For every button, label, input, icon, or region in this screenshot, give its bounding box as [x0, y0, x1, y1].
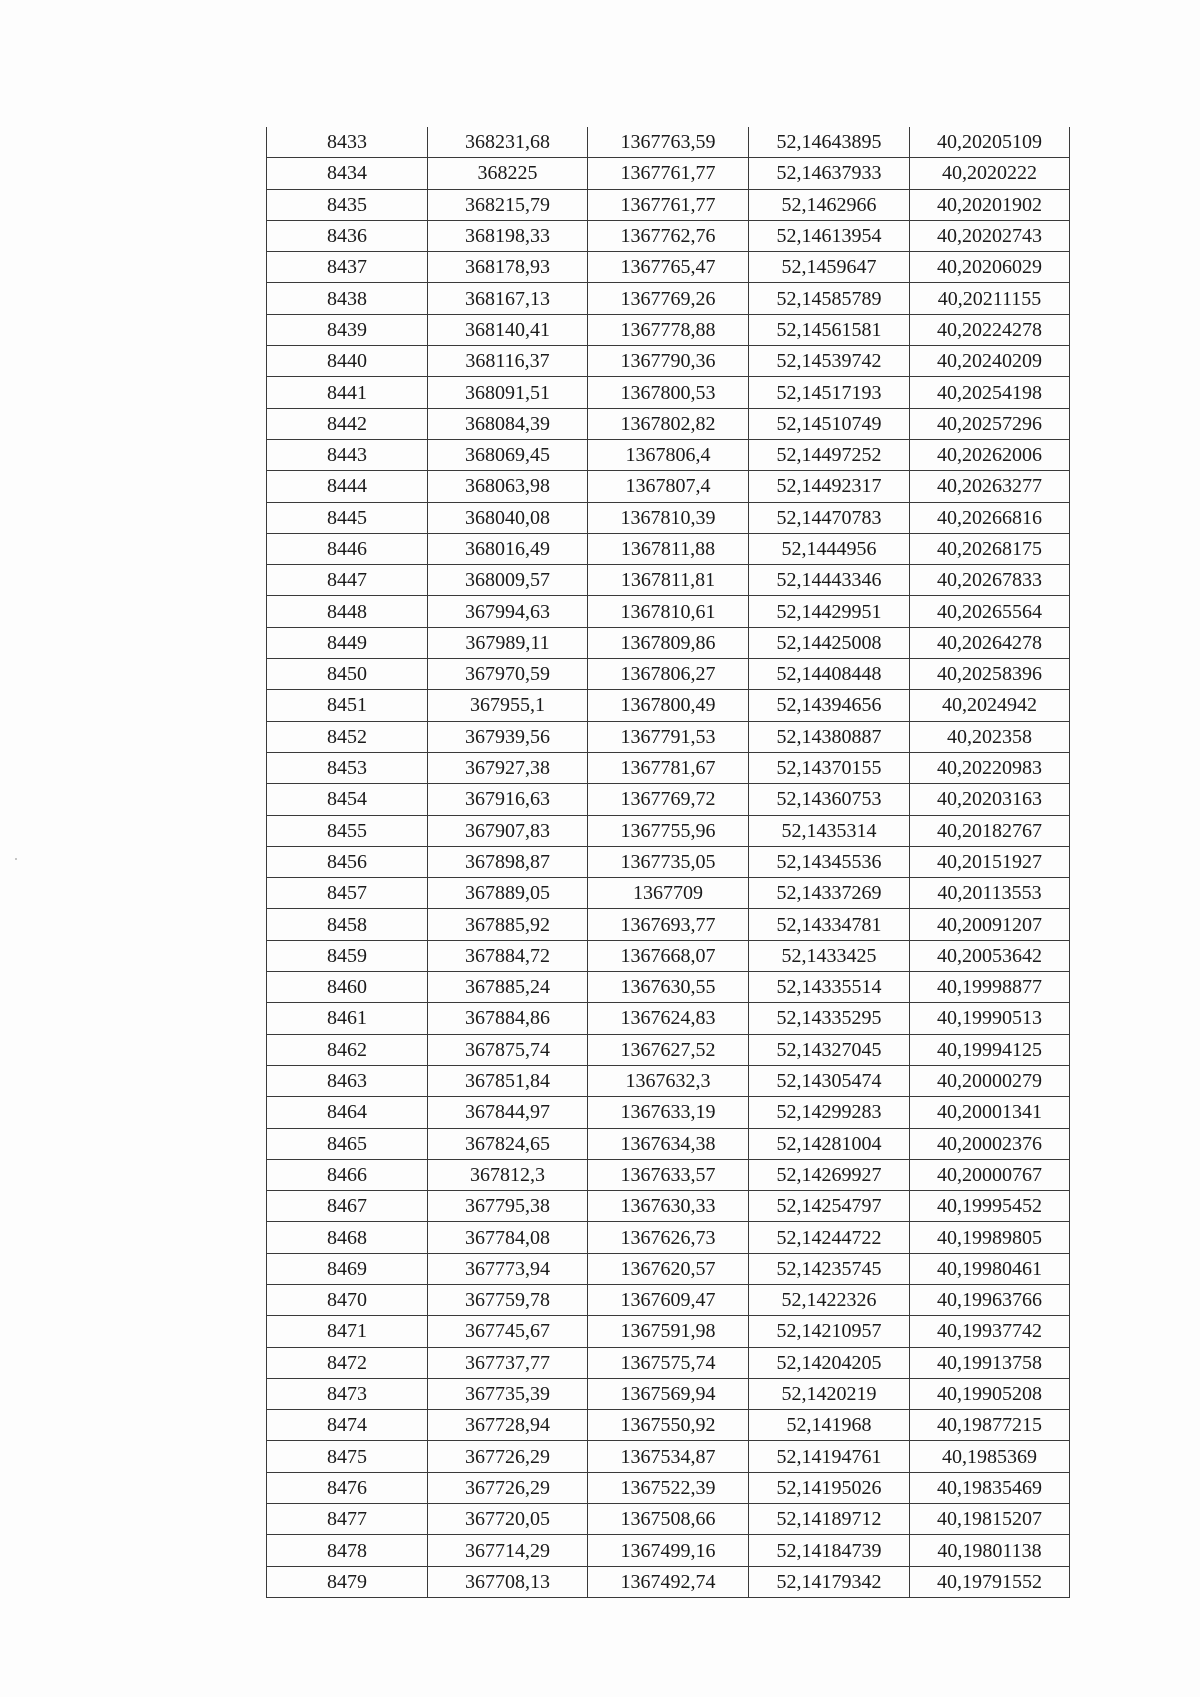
point-number-cell: 8456	[267, 846, 428, 877]
x-coordinate-cell: 368063,98	[428, 471, 588, 502]
point-number-cell: 8435	[267, 189, 428, 220]
table-row	[267, 627, 1070, 658]
x-coordinate-cell: 368225	[428, 158, 588, 189]
x-coordinate-cell: 367889,05	[428, 878, 588, 909]
point-number-cell: 8436	[267, 220, 428, 251]
y-coordinate-cell: 1367634,38	[588, 1128, 749, 1159]
x-coordinate-cell: 367728,94	[428, 1410, 588, 1441]
longitude-cell: 40,20258396	[910, 659, 1070, 690]
x-coordinate-cell: 368084,39	[428, 408, 588, 439]
y-coordinate-cell: 1367609,47	[588, 1284, 749, 1315]
latitude-cell: 52,14235745	[749, 1253, 910, 1284]
longitude-cell: 40,19990513	[910, 1003, 1070, 1034]
table-row	[267, 1128, 1070, 1159]
latitude-cell: 52,14425008	[749, 627, 910, 658]
latitude-cell: 52,1462966	[749, 189, 910, 220]
y-coordinate-cell: 1367534,87	[588, 1441, 749, 1472]
point-number-cell: 8449	[267, 627, 428, 658]
y-coordinate-cell: 1367591,98	[588, 1316, 749, 1347]
table-row	[267, 408, 1070, 439]
y-coordinate-cell: 1367802,82	[588, 408, 749, 439]
y-coordinate-cell: 1367765,47	[588, 252, 749, 283]
longitude-cell: 40,20257296	[910, 408, 1070, 439]
latitude-cell: 52,141968	[749, 1410, 910, 1441]
table-row	[267, 1316, 1070, 1347]
point-number-cell: 8440	[267, 346, 428, 377]
y-coordinate-cell: 1367761,77	[588, 158, 749, 189]
table-row	[267, 1410, 1070, 1441]
x-coordinate-cell: 367955,1	[428, 690, 588, 721]
longitude-cell: 40,1985369	[910, 1441, 1070, 1472]
point-number-cell: 8447	[267, 565, 428, 596]
latitude-cell: 52,14394656	[749, 690, 910, 721]
latitude-cell: 52,14539742	[749, 346, 910, 377]
x-coordinate-cell: 367735,39	[428, 1378, 588, 1409]
table-row	[267, 346, 1070, 377]
point-number-cell: 8457	[267, 878, 428, 909]
x-coordinate-cell: 367726,29	[428, 1441, 588, 1472]
coordinates-table-body	[267, 127, 1070, 1597]
x-coordinate-cell: 368167,13	[428, 283, 588, 314]
table-row	[267, 283, 1070, 314]
longitude-cell: 40,19998877	[910, 972, 1070, 1003]
y-coordinate-cell: 1367626,73	[588, 1222, 749, 1253]
table-row	[267, 158, 1070, 189]
table-row	[267, 1003, 1070, 1034]
x-coordinate-cell: 367898,87	[428, 846, 588, 877]
x-coordinate-cell: 367714,29	[428, 1535, 588, 1566]
table-row	[267, 940, 1070, 971]
x-coordinate-cell: 367939,56	[428, 721, 588, 752]
latitude-cell: 52,14195026	[749, 1472, 910, 1503]
y-coordinate-cell: 1367810,39	[588, 502, 749, 533]
point-number-cell: 8474	[267, 1410, 428, 1441]
y-coordinate-cell: 1367709	[588, 878, 749, 909]
latitude-cell: 52,14337269	[749, 878, 910, 909]
point-number-cell: 8445	[267, 502, 428, 533]
longitude-cell: 40,20000279	[910, 1065, 1070, 1096]
point-number-cell: 8476	[267, 1472, 428, 1503]
latitude-cell: 52,14281004	[749, 1128, 910, 1159]
longitude-cell: 40,20053642	[910, 940, 1070, 971]
latitude-cell: 52,1459647	[749, 252, 910, 283]
y-coordinate-cell: 1367811,88	[588, 533, 749, 564]
longitude-cell: 40,20264278	[910, 627, 1070, 658]
latitude-cell: 52,14269927	[749, 1159, 910, 1190]
longitude-cell: 40,20240209	[910, 346, 1070, 377]
point-number-cell: 8462	[267, 1034, 428, 1065]
x-coordinate-cell: 367795,38	[428, 1191, 588, 1222]
longitude-cell: 40,20263277	[910, 471, 1070, 502]
longitude-cell: 40,19791552	[910, 1566, 1070, 1597]
latitude-cell: 52,1420219	[749, 1378, 910, 1409]
longitude-cell: 40,20000767	[910, 1159, 1070, 1190]
point-number-cell: 8451	[267, 690, 428, 721]
table-row	[267, 878, 1070, 909]
longitude-cell: 40,19801138	[910, 1535, 1070, 1566]
table-row	[267, 784, 1070, 815]
x-coordinate-cell: 367844,97	[428, 1097, 588, 1128]
longitude-cell: 40,19835469	[910, 1472, 1070, 1503]
latitude-cell: 52,14335514	[749, 972, 910, 1003]
x-coordinate-cell: 367989,11	[428, 627, 588, 658]
longitude-cell: 40,20002376	[910, 1128, 1070, 1159]
table-row	[267, 565, 1070, 596]
latitude-cell: 52,14360753	[749, 784, 910, 815]
y-coordinate-cell: 1367735,05	[588, 846, 749, 877]
y-coordinate-cell: 1367633,19	[588, 1097, 749, 1128]
table-row	[267, 1253, 1070, 1284]
x-coordinate-cell: 367812,3	[428, 1159, 588, 1190]
y-coordinate-cell: 1367806,27	[588, 659, 749, 690]
x-coordinate-cell: 367907,83	[428, 815, 588, 846]
table-row	[267, 972, 1070, 1003]
y-coordinate-cell: 1367763,59	[588, 127, 749, 158]
y-coordinate-cell: 1367791,53	[588, 721, 749, 752]
latitude-cell: 52,14194761	[749, 1441, 910, 1472]
x-coordinate-cell: 367737,77	[428, 1347, 588, 1378]
x-coordinate-cell: 367720,05	[428, 1504, 588, 1535]
x-coordinate-cell: 367708,13	[428, 1566, 588, 1597]
x-coordinate-cell: 367884,72	[428, 940, 588, 971]
y-coordinate-cell: 1367627,52	[588, 1034, 749, 1065]
y-coordinate-cell: 1367633,57	[588, 1159, 749, 1190]
point-number-cell: 8477	[267, 1504, 428, 1535]
x-coordinate-cell: 367745,67	[428, 1316, 588, 1347]
table-row	[267, 1472, 1070, 1503]
table-row	[267, 377, 1070, 408]
longitude-cell: 40,20113553	[910, 878, 1070, 909]
point-number-cell: 8453	[267, 752, 428, 783]
latitude-cell: 52,14380887	[749, 721, 910, 752]
table-row	[267, 1535, 1070, 1566]
longitude-cell: 40,20205109	[910, 127, 1070, 158]
x-coordinate-cell: 368215,79	[428, 189, 588, 220]
latitude-cell: 52,1435314	[749, 815, 910, 846]
point-number-cell: 8443	[267, 439, 428, 470]
latitude-cell: 52,1422326	[749, 1284, 910, 1315]
x-coordinate-cell: 368231,68	[428, 127, 588, 158]
longitude-cell: 40,19815207	[910, 1504, 1070, 1535]
y-coordinate-cell: 1367522,39	[588, 1472, 749, 1503]
longitude-cell: 40,19994125	[910, 1034, 1070, 1065]
y-coordinate-cell: 1367781,67	[588, 752, 749, 783]
point-number-cell: 8475	[267, 1441, 428, 1472]
longitude-cell: 40,20224278	[910, 314, 1070, 345]
x-coordinate-cell: 368009,57	[428, 565, 588, 596]
longitude-cell: 40,20151927	[910, 846, 1070, 877]
table-row	[267, 189, 1070, 220]
longitude-cell: 40,20206029	[910, 252, 1070, 283]
x-coordinate-cell: 367851,84	[428, 1065, 588, 1096]
x-coordinate-cell: 367994,63	[428, 596, 588, 627]
point-number-cell: 8434	[267, 158, 428, 189]
x-coordinate-cell: 368198,33	[428, 220, 588, 251]
point-number-cell: 8465	[267, 1128, 428, 1159]
table-row	[267, 815, 1070, 846]
latitude-cell: 52,14443346	[749, 565, 910, 596]
point-number-cell: 8450	[267, 659, 428, 690]
x-coordinate-cell: 368091,51	[428, 377, 588, 408]
point-number-cell: 8469	[267, 1253, 428, 1284]
y-coordinate-cell: 1367632,3	[588, 1065, 749, 1096]
y-coordinate-cell: 1367807,4	[588, 471, 749, 502]
table-row	[267, 1222, 1070, 1253]
longitude-cell: 40,20265564	[910, 596, 1070, 627]
table-row	[267, 1159, 1070, 1190]
point-number-cell: 8437	[267, 252, 428, 283]
longitude-cell: 40,20254198	[910, 377, 1070, 408]
y-coordinate-cell: 1367575,74	[588, 1347, 749, 1378]
latitude-cell: 52,14613954	[749, 220, 910, 251]
point-number-cell: 8468	[267, 1222, 428, 1253]
longitude-cell: 40,20203163	[910, 784, 1070, 815]
latitude-cell: 52,14254797	[749, 1191, 910, 1222]
point-number-cell: 8471	[267, 1316, 428, 1347]
point-number-cell: 8478	[267, 1535, 428, 1566]
table-row	[267, 752, 1070, 783]
latitude-cell: 52,14517193	[749, 377, 910, 408]
table-row	[267, 252, 1070, 283]
latitude-cell: 52,14408448	[749, 659, 910, 690]
y-coordinate-cell: 1367811,81	[588, 565, 749, 596]
longitude-cell: 40,2024942	[910, 690, 1070, 721]
longitude-cell: 40,19913758	[910, 1347, 1070, 1378]
y-coordinate-cell: 1367810,61	[588, 596, 749, 627]
x-coordinate-cell: 368116,37	[428, 346, 588, 377]
x-coordinate-cell: 367916,63	[428, 784, 588, 815]
longitude-cell: 40,19877215	[910, 1410, 1070, 1441]
point-number-cell: 8448	[267, 596, 428, 627]
table-row	[267, 439, 1070, 470]
y-coordinate-cell: 1367762,76	[588, 220, 749, 251]
y-coordinate-cell: 1367693,77	[588, 909, 749, 940]
table-row	[267, 909, 1070, 940]
point-number-cell: 8467	[267, 1191, 428, 1222]
longitude-cell: 40,202358	[910, 721, 1070, 752]
table-row	[267, 1566, 1070, 1597]
latitude-cell: 52,14561581	[749, 314, 910, 345]
y-coordinate-cell: 1367809,86	[588, 627, 749, 658]
x-coordinate-cell: 368040,08	[428, 502, 588, 533]
latitude-cell: 52,14184739	[749, 1535, 910, 1566]
latitude-cell: 52,1444956	[749, 533, 910, 564]
x-coordinate-cell: 367824,65	[428, 1128, 588, 1159]
longitude-cell: 40,20262006	[910, 439, 1070, 470]
x-coordinate-cell: 367726,29	[428, 1472, 588, 1503]
table-row	[267, 127, 1070, 158]
point-number-cell: 8439	[267, 314, 428, 345]
y-coordinate-cell: 1367668,07	[588, 940, 749, 971]
x-coordinate-cell: 367875,74	[428, 1034, 588, 1065]
y-coordinate-cell: 1367550,92	[588, 1410, 749, 1441]
point-number-cell: 8446	[267, 533, 428, 564]
point-number-cell: 8454	[267, 784, 428, 815]
table-row	[267, 1378, 1070, 1409]
y-coordinate-cell: 1367508,66	[588, 1504, 749, 1535]
longitude-cell: 40,19963766	[910, 1284, 1070, 1315]
table-row	[267, 1347, 1070, 1378]
y-coordinate-cell: 1367624,83	[588, 1003, 749, 1034]
point-number-cell: 8479	[267, 1566, 428, 1597]
table-row	[267, 1097, 1070, 1128]
x-coordinate-cell: 367773,94	[428, 1253, 588, 1284]
longitude-cell: 40,20182767	[910, 815, 1070, 846]
latitude-cell: 52,14335295	[749, 1003, 910, 1034]
latitude-cell: 52,14429951	[749, 596, 910, 627]
table-row	[267, 659, 1070, 690]
y-coordinate-cell: 1367790,36	[588, 346, 749, 377]
y-coordinate-cell: 1367630,33	[588, 1191, 749, 1222]
table-row	[267, 1034, 1070, 1065]
latitude-cell: 52,14327045	[749, 1034, 910, 1065]
table-row	[267, 690, 1070, 721]
point-number-cell: 8460	[267, 972, 428, 1003]
latitude-cell: 52,14345536	[749, 846, 910, 877]
latitude-cell: 52,14189712	[749, 1504, 910, 1535]
latitude-cell: 52,14179342	[749, 1566, 910, 1597]
latitude-cell: 52,14299283	[749, 1097, 910, 1128]
longitude-cell: 40,19937742	[910, 1316, 1070, 1347]
y-coordinate-cell: 1367769,26	[588, 283, 749, 314]
table-row	[267, 596, 1070, 627]
table-row	[267, 1441, 1070, 1472]
latitude-cell: 52,14497252	[749, 439, 910, 470]
point-number-cell: 8438	[267, 283, 428, 314]
y-coordinate-cell: 1367769,72	[588, 784, 749, 815]
longitude-cell: 40,19905208	[910, 1378, 1070, 1409]
latitude-cell: 52,14585789	[749, 283, 910, 314]
y-coordinate-cell: 1367800,49	[588, 690, 749, 721]
coordinates-table	[266, 127, 1070, 1598]
point-number-cell: 8459	[267, 940, 428, 971]
point-number-cell: 8473	[267, 1378, 428, 1409]
longitude-cell: 40,20091207	[910, 909, 1070, 940]
longitude-cell: 40,19989805	[910, 1222, 1070, 1253]
table-row	[267, 220, 1070, 251]
latitude-cell: 52,1433425	[749, 940, 910, 971]
table-row	[267, 314, 1070, 345]
point-number-cell: 8452	[267, 721, 428, 752]
x-coordinate-cell: 368016,49	[428, 533, 588, 564]
y-coordinate-cell: 1367630,55	[588, 972, 749, 1003]
x-coordinate-cell: 368178,93	[428, 252, 588, 283]
y-coordinate-cell: 1367492,74	[588, 1566, 749, 1597]
y-coordinate-cell: 1367620,57	[588, 1253, 749, 1284]
y-coordinate-cell: 1367499,16	[588, 1535, 749, 1566]
table-row	[267, 1284, 1070, 1315]
table-row	[267, 846, 1070, 877]
latitude-cell: 52,14470783	[749, 502, 910, 533]
longitude-cell: 40,20266816	[910, 502, 1070, 533]
longitude-cell: 40,20268175	[910, 533, 1070, 564]
latitude-cell: 52,14204205	[749, 1347, 910, 1378]
longitude-cell: 40,2020222	[910, 158, 1070, 189]
point-number-cell: 8463	[267, 1065, 428, 1096]
point-number-cell: 8444	[267, 471, 428, 502]
point-number-cell: 8466	[267, 1159, 428, 1190]
latitude-cell: 52,14370155	[749, 752, 910, 783]
longitude-cell: 40,20001341	[910, 1097, 1070, 1128]
point-number-cell: 8461	[267, 1003, 428, 1034]
y-coordinate-cell: 1367806,4	[588, 439, 749, 470]
x-coordinate-cell: 367927,38	[428, 752, 588, 783]
longitude-cell: 40,20267833	[910, 565, 1070, 596]
table-row	[267, 533, 1070, 564]
table-row	[267, 721, 1070, 752]
longitude-cell: 40,20211155	[910, 283, 1070, 314]
table-row	[267, 1504, 1070, 1535]
table-row	[267, 502, 1070, 533]
latitude-cell: 52,14492317	[749, 471, 910, 502]
x-coordinate-cell: 368069,45	[428, 439, 588, 470]
x-coordinate-cell: 367885,92	[428, 909, 588, 940]
point-number-cell: 8458	[267, 909, 428, 940]
scan-speck	[15, 858, 17, 860]
x-coordinate-cell: 367970,59	[428, 659, 588, 690]
table-row	[267, 1065, 1070, 1096]
longitude-cell: 40,20220983	[910, 752, 1070, 783]
longitude-cell: 40,19980461	[910, 1253, 1070, 1284]
longitude-cell: 40,20201902	[910, 189, 1070, 220]
latitude-cell: 52,14210957	[749, 1316, 910, 1347]
y-coordinate-cell: 1367755,96	[588, 815, 749, 846]
point-number-cell: 8470	[267, 1284, 428, 1315]
table-row	[267, 471, 1070, 502]
point-number-cell: 8442	[267, 408, 428, 439]
point-number-cell: 8472	[267, 1347, 428, 1378]
y-coordinate-cell: 1367800,53	[588, 377, 749, 408]
latitude-cell: 52,14305474	[749, 1065, 910, 1096]
latitude-cell: 52,14510749	[749, 408, 910, 439]
point-number-cell: 8455	[267, 815, 428, 846]
y-coordinate-cell: 1367778,88	[588, 314, 749, 345]
latitude-cell: 52,14637933	[749, 158, 910, 189]
x-coordinate-cell: 367885,24	[428, 972, 588, 1003]
longitude-cell: 40,20202743	[910, 220, 1070, 251]
point-number-cell: 8433	[267, 127, 428, 158]
y-coordinate-cell: 1367761,77	[588, 189, 749, 220]
point-number-cell: 8464	[267, 1097, 428, 1128]
longitude-cell: 40,19995452	[910, 1191, 1070, 1222]
x-coordinate-cell: 368140,41	[428, 314, 588, 345]
y-coordinate-cell: 1367569,94	[588, 1378, 749, 1409]
latitude-cell: 52,14244722	[749, 1222, 910, 1253]
x-coordinate-cell: 367759,78	[428, 1284, 588, 1315]
x-coordinate-cell: 367784,08	[428, 1222, 588, 1253]
latitude-cell: 52,14334781	[749, 909, 910, 940]
latitude-cell: 52,14643895	[749, 127, 910, 158]
point-number-cell: 8441	[267, 377, 428, 408]
x-coordinate-cell: 367884,86	[428, 1003, 588, 1034]
table-row	[267, 1191, 1070, 1222]
